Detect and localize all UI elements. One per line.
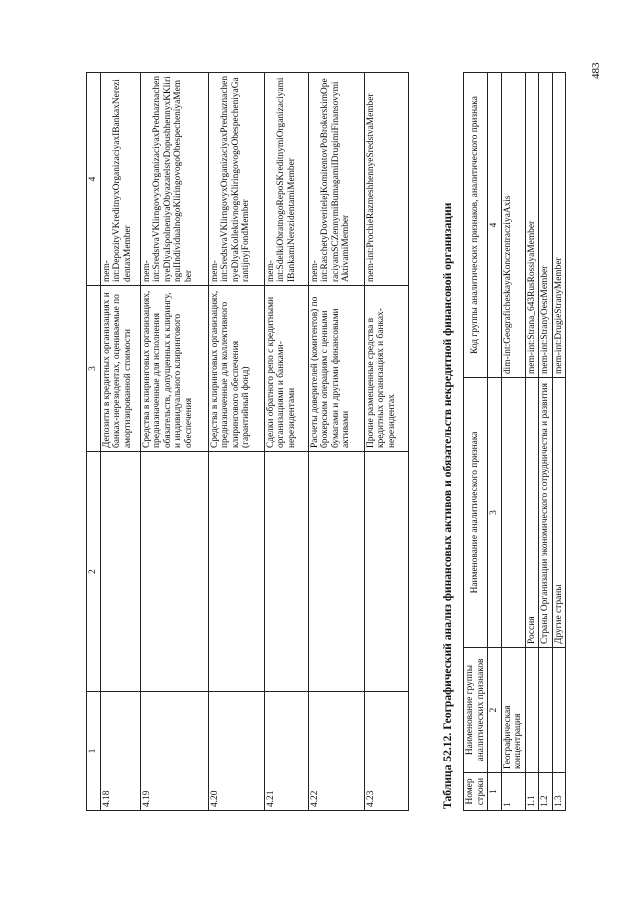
group-name <box>140 452 208 692</box>
table-row <box>501 73 525 811</box>
header-row <box>464 73 488 811</box>
group-name <box>364 452 408 692</box>
table-row <box>100 73 140 811</box>
column-number: 3 <box>87 286 101 452</box>
row-number: 4.18 <box>100 692 140 811</box>
feature-code: dim-int:GeograficheskayaKonczentracziyaAxis <box>501 73 525 378</box>
table-row <box>140 73 208 811</box>
table-row <box>364 73 408 811</box>
feature-code: mem-int:DepozityVKreditnyxOrganizaciyaxIBankaxNerezidentaxMember <box>100 73 140 286</box>
row-number: 1.3 <box>552 773 566 811</box>
feature-name: Сделки обратного репо с кредитными организациями и банками-нерезидентами <box>264 286 308 452</box>
row-number: 4.19 <box>140 692 208 811</box>
column-number: 4 <box>87 73 101 286</box>
table-row <box>308 73 364 811</box>
column-header: Наименование аналитического признака <box>464 378 488 648</box>
top-table <box>86 72 409 811</box>
group-name <box>552 648 566 773</box>
group-name <box>264 452 308 692</box>
column-number: 2 <box>87 452 101 692</box>
feature-name: Средства в клиринговых организациях, предназначенные для исполнения обязательств, допущенных к клирингу, и индивидуального клирингового обеспечения <box>140 286 208 452</box>
column-header: Наименование группы аналитических признаков <box>464 648 488 773</box>
row-number: 4.21 <box>264 692 308 811</box>
feature-name: Страны Организации экономического сотрудничества и развития <box>539 378 553 648</box>
feature-name: Средства в клиринговых организациях, предназначенные для коллективного клирингового обеспечения (гарантийный фонд) <box>208 286 264 452</box>
feature-name: Другие страны <box>552 378 566 648</box>
feature-code: mem-int:StranyOesrMember <box>539 73 553 378</box>
table-row <box>552 73 566 811</box>
table-row <box>539 73 553 811</box>
table-row <box>208 73 264 811</box>
group-name <box>208 452 264 692</box>
row-number: 4.23 <box>364 692 408 811</box>
page-number: 483 <box>590 62 602 79</box>
column-number: 1 <box>488 773 502 811</box>
feature-code: mem-int:ProchieRazmeshhennyeSredstvaMember <box>364 73 408 286</box>
feature-name: Депозиты в кредитных организациях и банках-нерезидентах, оцениваемые по амортизированной стоимости <box>100 286 140 452</box>
table-caption: Таблица 52.12. Географический анализ финансовых активов и обязательств некредитной финансовой организации <box>441 202 454 809</box>
row-number: 4.22 <box>308 692 364 811</box>
feature-code: mem-int:SdelkiObratnogoRepoSKreditnymiOrganizaciyamiIBankamiNerezidentamiMember <box>264 73 308 286</box>
column-number-row <box>87 73 101 811</box>
column-header: Номер строки <box>464 773 488 811</box>
feature-name: Россия <box>525 378 539 648</box>
group-name <box>308 452 364 692</box>
row-number: 4.20 <box>208 692 264 811</box>
feature-code: mem-int:Strana_643RusRossiyaMember <box>525 73 539 378</box>
row-number: 1.2 <box>539 773 553 811</box>
column-number-row <box>488 73 502 811</box>
column-number: 3 <box>488 378 502 648</box>
row-number: 1.1 <box>525 773 539 811</box>
table-row <box>264 73 308 811</box>
feature-name <box>501 378 525 648</box>
group-name: Географическая концентрация <box>501 648 525 773</box>
column-header: Код группы аналитических признаков, аналитического признака <box>464 73 488 378</box>
row-number: 1 <box>501 773 525 811</box>
feature-code: mem-int:SredstvaVKlirngovyxOrganizaciyaxPrednaznachennyeDlyaIspolneniyaObyazatelstvDopushhennyxKKliringuIIndividualnogoKliringovogoObespecheniyaMember <box>140 73 208 286</box>
feature-name: Прочие размещенные средства в кредитных организациях и банках-нерезидентах <box>364 286 408 452</box>
geographic-table <box>463 72 566 811</box>
feature-code: mem-int:DrugieStranyMember <box>552 73 566 378</box>
group-name <box>525 648 539 773</box>
feature-name: Расчеты доверителей (комитентов) по брокерским операциям с ценными бумагами и другими финансовыми активами <box>308 286 364 452</box>
feature-code: mem-int:RaschetyDoveritelejKomitentovPoBrokerskimOperaciyamSCZennymiBumagamiIDrugimiFinansovymiAktivamiMember <box>308 73 364 286</box>
column-number: 4 <box>488 73 502 378</box>
column-number: 2 <box>488 648 502 773</box>
column-number: 1 <box>87 692 101 811</box>
group-name <box>100 452 140 692</box>
group-name <box>539 648 553 773</box>
feature-code: mem-int:SredstvaVKlirngovyxOrganizaciyaxPrednaznachennyeDlyaKollektivnogoKliringovogoObespecheniyaGarantijnyjFondMember <box>208 73 264 286</box>
table-row <box>525 73 539 811</box>
